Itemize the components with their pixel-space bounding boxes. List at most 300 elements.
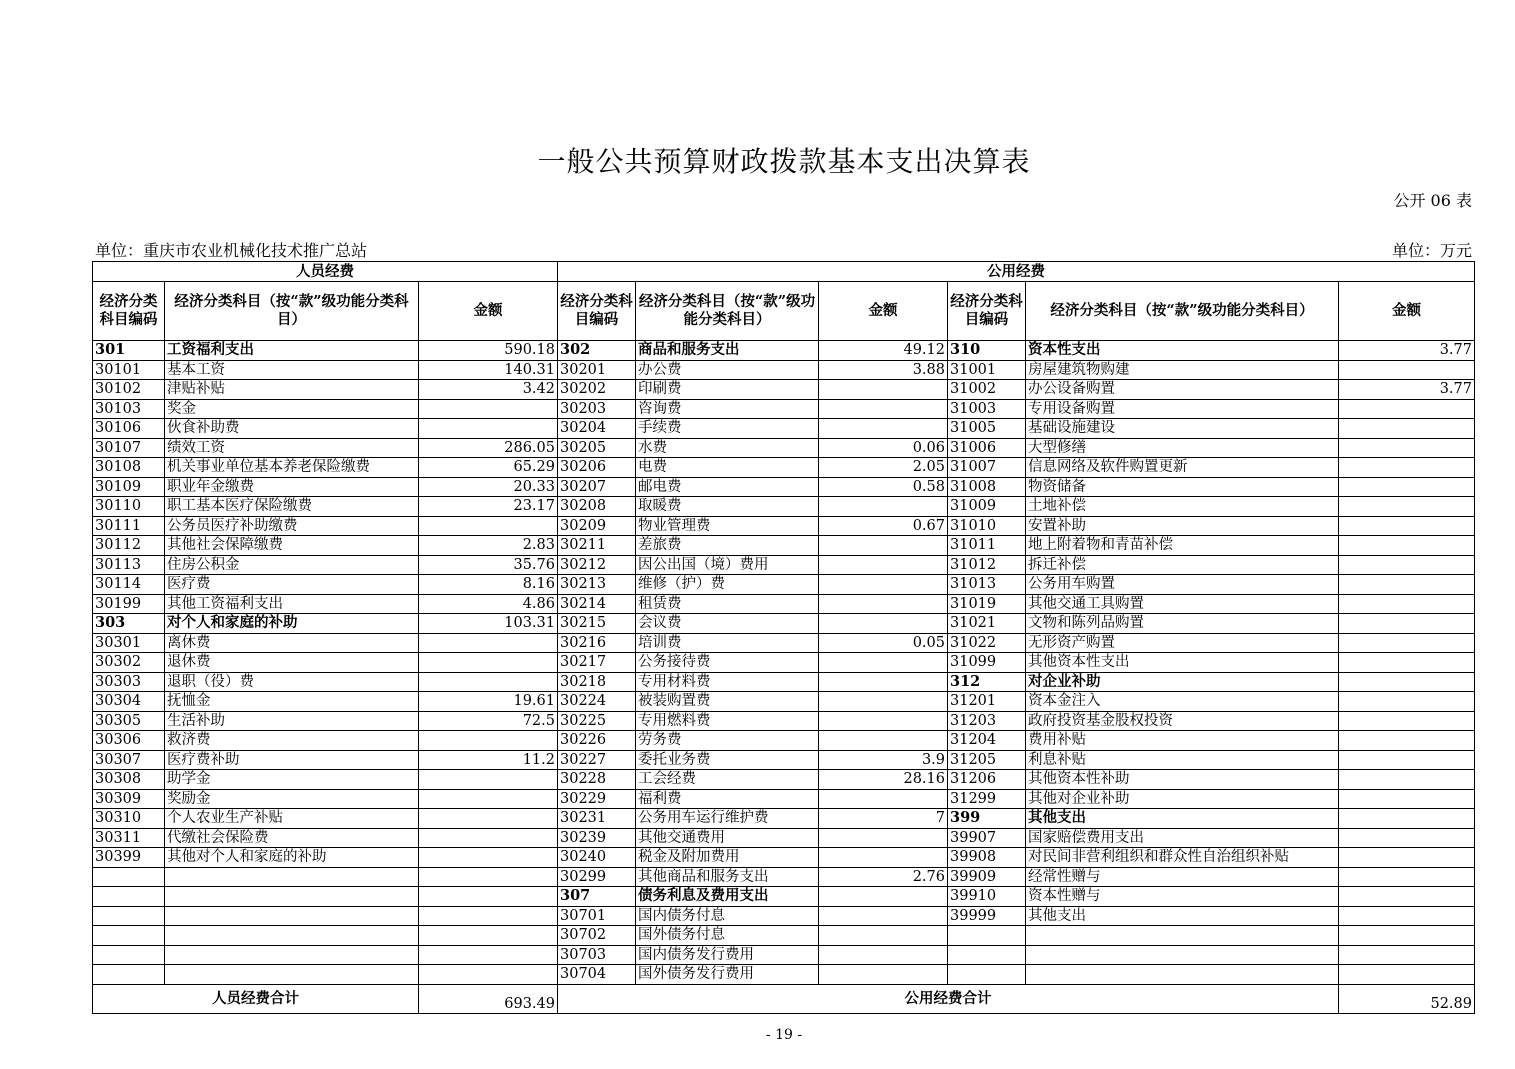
cell-name: 机关事业单位基本养老保险缴费 bbox=[165, 458, 419, 478]
cell-amount bbox=[1339, 809, 1475, 829]
cell-name: 医疗费 bbox=[165, 575, 419, 595]
cell-name: 对企业补助 bbox=[1026, 672, 1339, 692]
cell-amount bbox=[819, 789, 948, 809]
cell-amount bbox=[819, 380, 948, 400]
cell-amount: 11.2 bbox=[419, 750, 558, 770]
table-row bbox=[93, 731, 1475, 751]
cell-name: 助学金 bbox=[165, 770, 419, 790]
cell-amount bbox=[419, 945, 558, 965]
cell-amount bbox=[419, 789, 558, 809]
cell-name: 地上附着物和青苗补偿 bbox=[1026, 536, 1339, 556]
cell-amount bbox=[419, 633, 558, 653]
cell-code: 39999 bbox=[948, 906, 1026, 926]
cell-name bbox=[1026, 945, 1339, 965]
cell-amount: 3.77 bbox=[1339, 380, 1475, 400]
page-number: - 19 - bbox=[765, 1027, 803, 1043]
cell-code: 31008 bbox=[948, 477, 1026, 497]
cell-code: 30212 bbox=[558, 555, 636, 575]
cell-code: 30311 bbox=[93, 828, 165, 848]
cell-name bbox=[165, 906, 419, 926]
cell-name: 救济费 bbox=[165, 731, 419, 751]
cell-amount bbox=[1339, 536, 1475, 556]
cell-code: 31206 bbox=[948, 770, 1026, 790]
cell-code: 30201 bbox=[558, 360, 636, 380]
cell-name: 专用设备购置 bbox=[1026, 399, 1339, 419]
cell-name: 咨询费 bbox=[636, 399, 819, 419]
cell-amount: 0.06 bbox=[819, 438, 948, 458]
cell-code: 31205 bbox=[948, 750, 1026, 770]
cell-name bbox=[165, 965, 419, 985]
cell-amount bbox=[1339, 692, 1475, 712]
cell-code bbox=[93, 887, 165, 907]
cell-name: 取暖费 bbox=[636, 497, 819, 517]
cell-code: 31299 bbox=[948, 789, 1026, 809]
cell-amount: 3.42 bbox=[419, 380, 558, 400]
cell-name: 其他对企业补助 bbox=[1026, 789, 1339, 809]
cell-name: 国外债务付息 bbox=[636, 926, 819, 946]
cell-code: 30310 bbox=[93, 809, 165, 829]
cell-code: 30703 bbox=[558, 945, 636, 965]
cell-name: 电费 bbox=[636, 458, 819, 478]
cell-name: 退职（役）费 bbox=[165, 672, 419, 692]
table-row bbox=[93, 438, 1475, 458]
cell-name: 印刷费 bbox=[636, 380, 819, 400]
cell-amount bbox=[1339, 438, 1475, 458]
cell-amount bbox=[1339, 789, 1475, 809]
personnel-total-value: 693.49 bbox=[419, 984, 558, 1013]
cell-name: 租赁费 bbox=[636, 594, 819, 614]
cell-name: 伙食补助费 bbox=[165, 419, 419, 439]
cell-name: 代缴社会保险费 bbox=[165, 828, 419, 848]
table-row bbox=[93, 555, 1475, 575]
public-total-value: 52.89 bbox=[1339, 984, 1475, 1013]
table-row bbox=[93, 887, 1475, 907]
cell-code: 30229 bbox=[558, 789, 636, 809]
cell-amount bbox=[819, 731, 948, 751]
cell-code bbox=[93, 945, 165, 965]
cell-code: 39909 bbox=[948, 867, 1026, 887]
table-row bbox=[93, 770, 1475, 790]
table-row bbox=[93, 458, 1475, 478]
cell-code: 30701 bbox=[558, 906, 636, 926]
cell-amount bbox=[1339, 653, 1475, 673]
table-number: 公开 06 表 bbox=[1393, 191, 1472, 210]
cell-amount bbox=[419, 867, 558, 887]
header-code: 经济分类科目编码 bbox=[558, 282, 636, 341]
cell-amount bbox=[1339, 497, 1475, 517]
cell-amount bbox=[819, 419, 948, 439]
cell-code: 30399 bbox=[93, 848, 165, 868]
cell-name: 离休费 bbox=[165, 633, 419, 653]
table-row bbox=[93, 516, 1475, 536]
cell-code: 302 bbox=[558, 341, 636, 361]
cell-amount bbox=[1339, 555, 1475, 575]
cell-name: 债务利息及费用支出 bbox=[636, 887, 819, 907]
cell-amount: 49.12 bbox=[819, 341, 948, 361]
table-row bbox=[93, 536, 1475, 556]
cell-code: 31005 bbox=[948, 419, 1026, 439]
cell-name: 公务接待费 bbox=[636, 653, 819, 673]
table-row bbox=[93, 789, 1475, 809]
cell-code: 31003 bbox=[948, 399, 1026, 419]
cell-name: 生活补助 bbox=[165, 711, 419, 731]
cell-amount: 3.88 bbox=[819, 360, 948, 380]
cell-name: 国内债务付息 bbox=[636, 906, 819, 926]
cell-code: 30208 bbox=[558, 497, 636, 517]
expenditure-table bbox=[92, 261, 1475, 1014]
cell-name: 水费 bbox=[636, 438, 819, 458]
cell-amount bbox=[819, 653, 948, 673]
cell-name: 其他资本性补助 bbox=[1026, 770, 1339, 790]
cell-code bbox=[948, 926, 1026, 946]
cell-amount bbox=[1339, 926, 1475, 946]
cell-amount: 2.05 bbox=[819, 458, 948, 478]
cell-name: 其他社会保障缴费 bbox=[165, 536, 419, 556]
cell-code: 30306 bbox=[93, 731, 165, 751]
cell-amount bbox=[819, 692, 948, 712]
cell-amount bbox=[819, 536, 948, 556]
table-row bbox=[93, 380, 1475, 400]
cell-code: 30227 bbox=[558, 750, 636, 770]
cell-amount bbox=[1339, 887, 1475, 907]
table-row bbox=[93, 848, 1475, 868]
cell-code: 30239 bbox=[558, 828, 636, 848]
public-total-label: 公用经费合计 bbox=[558, 984, 1339, 1013]
cell-name: 专用燃料费 bbox=[636, 711, 819, 731]
cell-code: 301 bbox=[93, 341, 165, 361]
cell-name: 津贴补贴 bbox=[165, 380, 419, 400]
cell-amount bbox=[819, 594, 948, 614]
cell-name: 费用补贴 bbox=[1026, 731, 1339, 751]
cell-amount bbox=[419, 809, 558, 829]
cell-amount bbox=[819, 614, 948, 634]
cell-name: 对个人和家庭的补助 bbox=[165, 614, 419, 634]
cell-name: 政府投资基金股权投资 bbox=[1026, 711, 1339, 731]
personnel-total-label: 人员经费合计 bbox=[93, 984, 419, 1013]
cell-amount bbox=[819, 926, 948, 946]
cell-name: 物资储备 bbox=[1026, 477, 1339, 497]
cell-code: 30218 bbox=[558, 672, 636, 692]
unit-currency: 单位：万元 bbox=[1391, 241, 1472, 260]
cell-code: 30103 bbox=[93, 399, 165, 419]
cell-name: 基础设施建设 bbox=[1026, 419, 1339, 439]
cell-name bbox=[1026, 965, 1339, 985]
cell-amount bbox=[1339, 477, 1475, 497]
cell-code: 31201 bbox=[948, 692, 1026, 712]
cell-amount: 286.05 bbox=[419, 438, 558, 458]
cell-name: 其他支出 bbox=[1026, 906, 1339, 926]
cell-name: 因公出国（境）费用 bbox=[636, 555, 819, 575]
cell-name bbox=[165, 945, 419, 965]
cell-code: 30107 bbox=[93, 438, 165, 458]
cell-code: 30301 bbox=[93, 633, 165, 653]
cell-code: 307 bbox=[558, 887, 636, 907]
cell-name: 其他工资福利支出 bbox=[165, 594, 419, 614]
cell-amount: 72.5 bbox=[419, 711, 558, 731]
cell-name: 培训费 bbox=[636, 633, 819, 653]
cell-amount bbox=[419, 419, 558, 439]
header-subject: 经济分类科目（按“款”级功能分类科目） bbox=[636, 282, 819, 341]
cell-name: 经常性赠与 bbox=[1026, 867, 1339, 887]
cell-amount: 35.76 bbox=[419, 555, 558, 575]
cell-name: 无形资产购置 bbox=[1026, 633, 1339, 653]
cell-amount bbox=[1339, 906, 1475, 926]
cell-code: 30109 bbox=[93, 477, 165, 497]
cell-amount bbox=[819, 828, 948, 848]
table-row bbox=[93, 633, 1475, 653]
cell-code: 39907 bbox=[948, 828, 1026, 848]
page-title: 一般公共预算财政拨款基本支出决算表 bbox=[537, 145, 1031, 178]
table-row bbox=[93, 672, 1475, 692]
cell-code bbox=[948, 965, 1026, 985]
table-row bbox=[93, 711, 1475, 731]
cell-name: 邮电费 bbox=[636, 477, 819, 497]
table-row bbox=[93, 965, 1475, 985]
cell-name: 会议费 bbox=[636, 614, 819, 634]
cell-code: 30704 bbox=[558, 965, 636, 985]
cell-code: 30207 bbox=[558, 477, 636, 497]
cell-amount bbox=[819, 848, 948, 868]
cell-code bbox=[948, 945, 1026, 965]
cell-code: 30113 bbox=[93, 555, 165, 575]
cell-code: 30114 bbox=[93, 575, 165, 595]
cell-code: 303 bbox=[93, 614, 165, 634]
cell-name: 安置补助 bbox=[1026, 516, 1339, 536]
cell-name bbox=[1026, 926, 1339, 946]
cell-code: 30304 bbox=[93, 692, 165, 712]
table-row bbox=[93, 926, 1475, 946]
cell-code: 30102 bbox=[93, 380, 165, 400]
cell-code: 31007 bbox=[948, 458, 1026, 478]
cell-code: 31099 bbox=[948, 653, 1026, 673]
cell-code: 31006 bbox=[948, 438, 1026, 458]
cell-name: 其他交通费用 bbox=[636, 828, 819, 848]
cell-name: 福利费 bbox=[636, 789, 819, 809]
cell-name: 资本性支出 bbox=[1026, 341, 1339, 361]
cell-amount: 3.77 bbox=[1339, 341, 1475, 361]
section-personnel: 人员经费 bbox=[93, 262, 558, 282]
cell-name: 职工基本医疗保险缴费 bbox=[165, 497, 419, 517]
cell-name: 房屋建筑物购建 bbox=[1026, 360, 1339, 380]
cell-name: 大型修缮 bbox=[1026, 438, 1339, 458]
cell-code: 31013 bbox=[948, 575, 1026, 595]
cell-amount: 19.61 bbox=[419, 692, 558, 712]
header-amount: 金额 bbox=[1339, 282, 1475, 341]
cell-code: 31204 bbox=[948, 731, 1026, 751]
table-row bbox=[93, 809, 1475, 829]
cell-code: 30217 bbox=[558, 653, 636, 673]
cell-code: 30308 bbox=[93, 770, 165, 790]
cell-amount bbox=[1339, 633, 1475, 653]
cell-amount bbox=[819, 945, 948, 965]
cell-amount bbox=[419, 731, 558, 751]
cell-name: 公务用车运行维护费 bbox=[636, 809, 819, 829]
cell-code: 30101 bbox=[93, 360, 165, 380]
cell-amount bbox=[1339, 594, 1475, 614]
cell-code: 30206 bbox=[558, 458, 636, 478]
table-row bbox=[93, 945, 1475, 965]
cell-amount bbox=[1339, 360, 1475, 380]
cell-name: 工资福利支出 bbox=[165, 341, 419, 361]
cell-amount bbox=[1339, 731, 1475, 751]
table-row bbox=[93, 614, 1475, 634]
cell-amount: 8.16 bbox=[419, 575, 558, 595]
cell-amount bbox=[419, 828, 558, 848]
table-row bbox=[93, 419, 1475, 439]
cell-name: 拆迁补偿 bbox=[1026, 555, 1339, 575]
cell-amount: 23.17 bbox=[419, 497, 558, 517]
table-row bbox=[93, 399, 1475, 419]
cell-code: 30204 bbox=[558, 419, 636, 439]
cell-name bbox=[165, 887, 419, 907]
cell-amount bbox=[419, 887, 558, 907]
cell-amount bbox=[1339, 848, 1475, 868]
cell-amount bbox=[1339, 770, 1475, 790]
cell-name: 专用材料费 bbox=[636, 672, 819, 692]
table-row bbox=[93, 692, 1475, 712]
cell-amount bbox=[819, 965, 948, 985]
cell-amount bbox=[419, 516, 558, 536]
cell-name: 工会经费 bbox=[636, 770, 819, 790]
cell-name: 维修（护）费 bbox=[636, 575, 819, 595]
table-row bbox=[93, 497, 1475, 517]
cell-amount bbox=[1339, 614, 1475, 634]
cell-amount bbox=[419, 965, 558, 985]
cell-code: 31203 bbox=[948, 711, 1026, 731]
cell-amount bbox=[1339, 965, 1475, 985]
table-row bbox=[93, 575, 1475, 595]
cell-name: 其他交通工具购置 bbox=[1026, 594, 1339, 614]
cell-amount: 0.58 bbox=[819, 477, 948, 497]
cell-name: 基本工资 bbox=[165, 360, 419, 380]
cell-code: 30305 bbox=[93, 711, 165, 731]
cell-code: 30214 bbox=[558, 594, 636, 614]
cell-amount bbox=[819, 711, 948, 731]
cell-code bbox=[93, 906, 165, 926]
cell-code: 30213 bbox=[558, 575, 636, 595]
cell-code: 31012 bbox=[948, 555, 1026, 575]
cell-amount: 103.31 bbox=[419, 614, 558, 634]
cell-amount bbox=[819, 555, 948, 575]
cell-amount: 65.29 bbox=[419, 458, 558, 478]
cell-name: 抚恤金 bbox=[165, 692, 419, 712]
table-row bbox=[93, 477, 1475, 497]
cell-code: 399 bbox=[948, 809, 1026, 829]
cell-amount bbox=[419, 399, 558, 419]
cell-name: 公务员医疗补助缴费 bbox=[165, 516, 419, 536]
cell-name: 国家赔偿费用支出 bbox=[1026, 828, 1339, 848]
cell-amount: 20.33 bbox=[419, 477, 558, 497]
cell-amount bbox=[419, 848, 558, 868]
header-code: 经济分类科目编码 bbox=[948, 282, 1026, 341]
table-row bbox=[93, 360, 1475, 380]
cell-code: 30307 bbox=[93, 750, 165, 770]
cell-name: 绩效工资 bbox=[165, 438, 419, 458]
cell-name: 商品和服务支出 bbox=[636, 341, 819, 361]
cell-amount bbox=[1339, 419, 1475, 439]
table-row bbox=[93, 750, 1475, 770]
section-public: 公用经费 bbox=[558, 262, 1475, 282]
cell-amount: 0.05 bbox=[819, 633, 948, 653]
header-amount: 金额 bbox=[819, 282, 948, 341]
cell-code: 30106 bbox=[93, 419, 165, 439]
cell-name: 个人农业生产补贴 bbox=[165, 809, 419, 829]
cell-amount bbox=[419, 653, 558, 673]
cell-name: 住房公积金 bbox=[165, 555, 419, 575]
cell-name: 国外债务发行费用 bbox=[636, 965, 819, 985]
cell-code: 30203 bbox=[558, 399, 636, 419]
cell-name: 其他资本性支出 bbox=[1026, 653, 1339, 673]
cell-amount: 590.18 bbox=[419, 341, 558, 361]
header-subject: 经济分类科目（按“款”级功能分类科目） bbox=[165, 282, 419, 341]
header-amount: 金额 bbox=[419, 282, 558, 341]
cell-amount bbox=[819, 497, 948, 517]
cell-amount bbox=[1339, 575, 1475, 595]
cell-code: 30231 bbox=[558, 809, 636, 829]
cell-code: 30226 bbox=[558, 731, 636, 751]
cell-code: 31019 bbox=[948, 594, 1026, 614]
cell-code: 310 bbox=[948, 341, 1026, 361]
cell-code: 30309 bbox=[93, 789, 165, 809]
cell-code: 31002 bbox=[948, 380, 1026, 400]
cell-code: 30228 bbox=[558, 770, 636, 790]
cell-name: 信息网络及软件购置更新 bbox=[1026, 458, 1339, 478]
cell-amount bbox=[419, 672, 558, 692]
cell-amount bbox=[419, 770, 558, 790]
cell-code: 31001 bbox=[948, 360, 1026, 380]
cell-code: 31021 bbox=[948, 614, 1026, 634]
cell-code: 31011 bbox=[948, 536, 1026, 556]
cell-name: 利息补贴 bbox=[1026, 750, 1339, 770]
cell-amount bbox=[819, 575, 948, 595]
cell-name: 对民间非营利组织和群众性自治组织补贴 bbox=[1026, 848, 1339, 868]
cell-name: 奖励金 bbox=[165, 789, 419, 809]
cell-code: 39908 bbox=[948, 848, 1026, 868]
header-subject: 经济分类科目（按“款”级功能分类科目） bbox=[1026, 282, 1339, 341]
cell-amount bbox=[1339, 711, 1475, 731]
cell-code: 30303 bbox=[93, 672, 165, 692]
cell-code: 30112 bbox=[93, 536, 165, 556]
cell-amount: 4.86 bbox=[419, 594, 558, 614]
cell-name bbox=[165, 867, 419, 887]
cell-code: 39910 bbox=[948, 887, 1026, 907]
cell-amount bbox=[1339, 399, 1475, 419]
cell-code bbox=[93, 965, 165, 985]
cell-name: 差旅费 bbox=[636, 536, 819, 556]
cell-code: 30211 bbox=[558, 536, 636, 556]
cell-code: 31022 bbox=[948, 633, 1026, 653]
cell-name: 其他对个人和家庭的补助 bbox=[165, 848, 419, 868]
cell-amount: 7 bbox=[819, 809, 948, 829]
cell-name: 劳务费 bbox=[636, 731, 819, 751]
cell-name: 办公费 bbox=[636, 360, 819, 380]
cell-amount: 0.67 bbox=[819, 516, 948, 536]
cell-name: 办公设备购置 bbox=[1026, 380, 1339, 400]
cell-amount: 2.76 bbox=[819, 867, 948, 887]
cell-name: 医疗费补助 bbox=[165, 750, 419, 770]
table-row bbox=[93, 341, 1475, 361]
cell-code: 30209 bbox=[558, 516, 636, 536]
cell-name: 公务用车购置 bbox=[1026, 575, 1339, 595]
cell-amount bbox=[419, 926, 558, 946]
cell-amount bbox=[819, 906, 948, 926]
table-row bbox=[93, 867, 1475, 887]
cell-code: 30224 bbox=[558, 692, 636, 712]
cell-code: 30205 bbox=[558, 438, 636, 458]
table-row bbox=[93, 653, 1475, 673]
cell-amount bbox=[1339, 750, 1475, 770]
cell-amount bbox=[819, 887, 948, 907]
